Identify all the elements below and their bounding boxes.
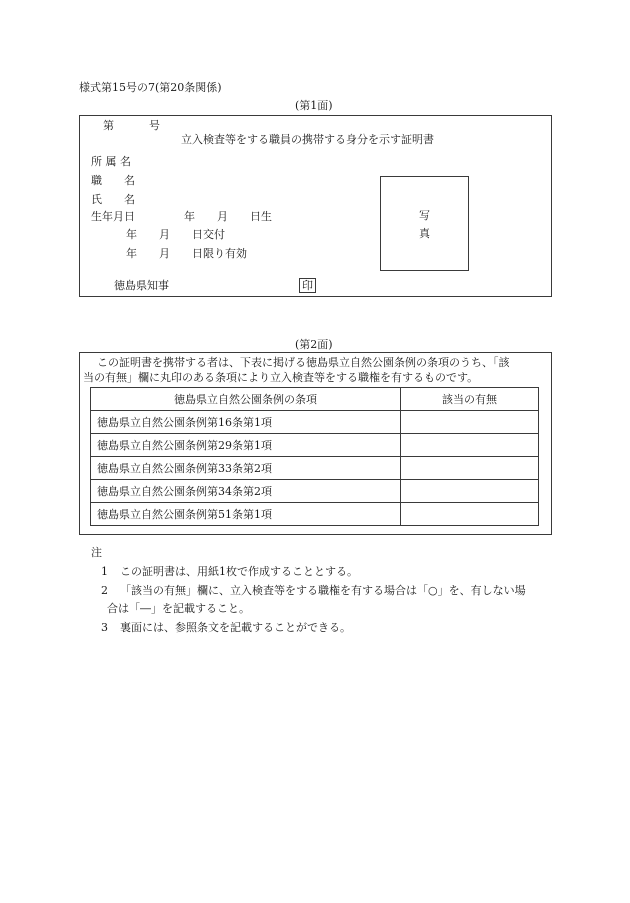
clause-cell: 徳島県立自然公園条例第51条第1項 — [91, 503, 401, 526]
notes-heading: 注 — [91, 546, 102, 559]
seal-mark: 印 — [299, 278, 316, 293]
applicable-cell — [401, 434, 539, 457]
ordinance-clause-table — [90, 387, 539, 526]
note-1-number: 1 — [101, 565, 108, 578]
clause-cell: 徳島県立自然公園条例第34条第2項 — [91, 480, 401, 503]
table-row — [91, 503, 539, 526]
certificate-number-dai: 第 — [103, 119, 114, 132]
clause-cell: 徳島県立自然公園条例第33条第2項 — [91, 457, 401, 480]
back-intro-line2: 当の有無」欄に丸印のある条項により立入検査等をする職権を有するものです。 — [83, 371, 479, 384]
applicable-cell — [401, 411, 539, 434]
table-row — [91, 434, 539, 457]
form-title: 様式第15号の7(第20条関係) — [79, 81, 222, 94]
applicable-cell — [401, 503, 539, 526]
note-3-text: 裏面には、参照条文を記載することができる。 — [120, 621, 351, 634]
header-applicable: 該当の有無 — [401, 388, 539, 411]
table-header-row — [91, 388, 539, 411]
field-name-label: 氏 名 — [91, 193, 135, 206]
field-issued-date: 年 月 日交付 — [126, 228, 225, 241]
certificate-number-go: 号 — [149, 119, 160, 132]
note-2-number: 2 — [101, 584, 108, 597]
back-intro-line1: この証明書を携帯する者は、下表に掲げる徳島県立自然公園条例の条項のうち、「該 — [97, 356, 510, 369]
photo-frame — [380, 176, 469, 271]
clause-cell: 徳島県立自然公園条例第29条第1項 — [91, 434, 401, 457]
table-row — [91, 411, 539, 434]
header-clause: 徳島県立自然公園条例の条項 — [91, 388, 401, 411]
back-heading: (第2面) — [295, 338, 333, 351]
applicable-cell — [401, 480, 539, 503]
field-affiliation-label: 所 属 名 — [91, 155, 131, 168]
applicable-cell — [401, 457, 539, 480]
photo-label-line1: 写 — [419, 209, 430, 222]
field-valid-until: 年 月 日限り有効 — [126, 247, 247, 260]
clause-cell: 徳島県立自然公園条例第16条第1項 — [91, 411, 401, 434]
field-position-label: 職 名 — [91, 174, 135, 187]
note-3-number: 3 — [101, 621, 108, 634]
front-heading: (第1面) — [295, 99, 333, 112]
table-row — [91, 480, 539, 503]
note-2-continuation: 合は「―」を記載すること。 — [107, 602, 250, 615]
table-row — [91, 457, 539, 480]
note-2-text: 「該当の有無」欄に、立入検査等をする職権を有する場合は「○」を、有しない場 — [120, 584, 526, 597]
certificate-title: 立入検査等をする職員の携帯する身分を示す証明書 — [181, 133, 434, 146]
note-1-text: この証明書は、用紙1枚で作成することとする。 — [120, 565, 358, 578]
photo-label-line2: 真 — [419, 227, 430, 240]
field-birthdate-value: 年 月 日生 — [184, 210, 272, 223]
issuer-name: 徳島県知事 — [114, 279, 169, 292]
field-birthdate-label: 生年月日 — [91, 210, 135, 223]
